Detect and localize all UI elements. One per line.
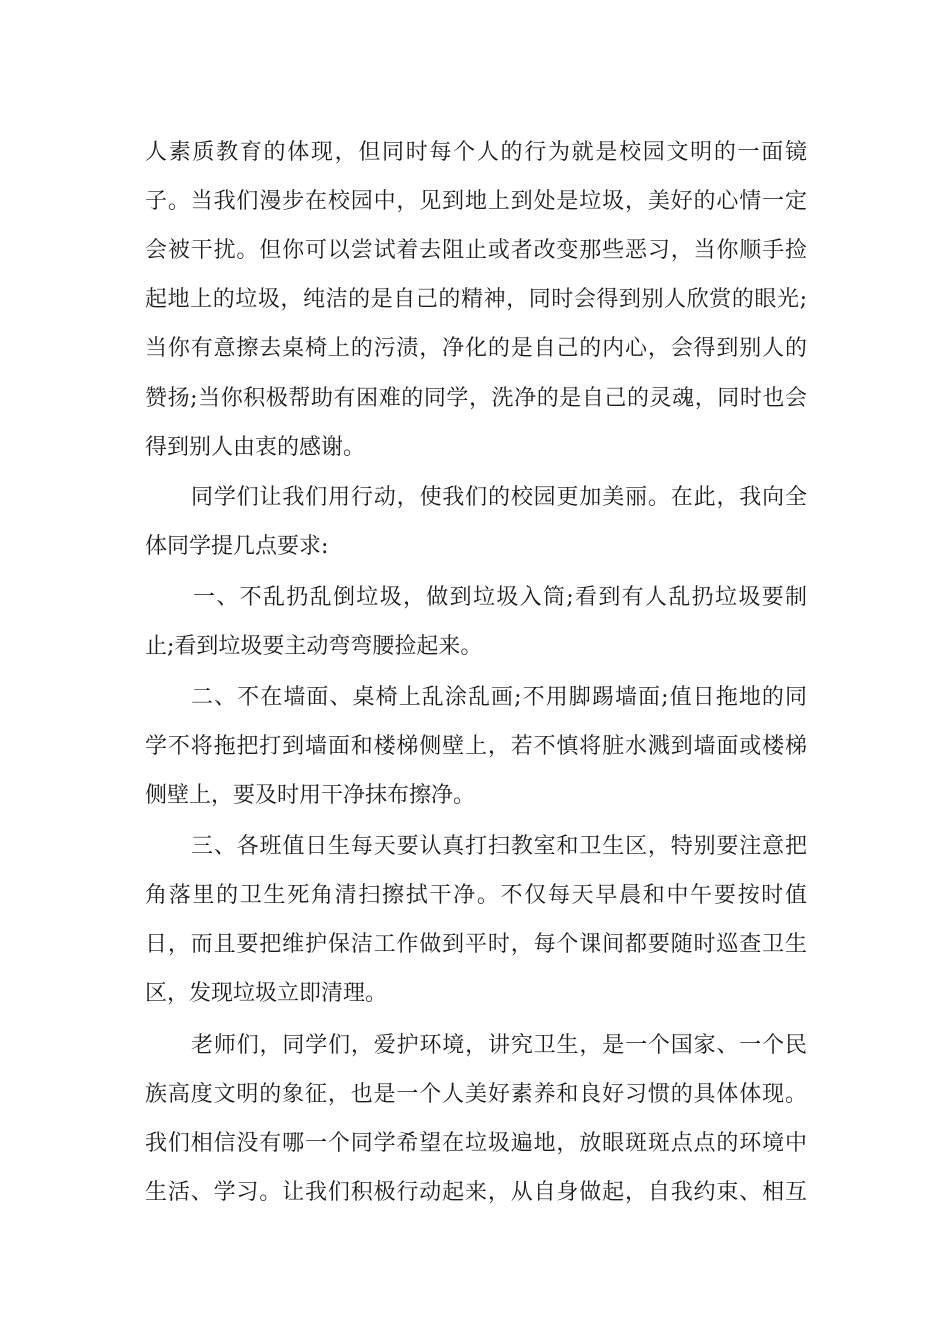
text-line: 赞扬;当你积极帮助有困难的同学，洗净的是自己的灵魂，同时也会 <box>145 386 807 411</box>
paragraph-first-line: 同学们让我们用行动，使我们的校园更加美丽。在此，我向全 <box>191 485 807 510</box>
text-line: 族高度文明的象征，也是一个人美好素养和良好习惯的具体体现。 <box>145 1082 807 1107</box>
text-line: 侧壁上，要及时用干净抹布擦净。 <box>145 783 476 808</box>
paragraph-first-line: 二、不在墙面、桌椅上乱涂乱画;不用脚踢墙面;值日拖地的同 <box>191 685 807 710</box>
text-line: 体同学提几点要求: <box>145 534 329 559</box>
text-line: 区，发现垃圾立即清理。 <box>145 981 388 1006</box>
text-line: 起地上的垃圾，纯洁的是自己的精神，同时会得到别人欣赏的眼光; <box>145 287 807 312</box>
text-line: 人素质教育的体现，但同时每个人的行为就是校园文明的一面镜 <box>145 140 807 165</box>
text-line: 当你有意擦去桌椅上的污渍，净化的是自己的内心，会得到别人的 <box>145 336 807 361</box>
text-line: 学不将拖把打到墙面和楼梯侧壁上，若不慎将脏水溅到墙面或楼梯 <box>145 734 807 759</box>
text-line: 日，而且要把维护保洁工作做到平时，每个课间都要随时巡查卫生 <box>145 932 807 957</box>
text-line: 止;看到垃圾要主动弯弯腰捡起来。 <box>145 634 483 659</box>
text-line: 我们相信没有哪一个同学希望在垃圾遍地，放眼斑斑点点的环境中 <box>145 1131 807 1156</box>
text-line: 生活、学习。让我们积极行动起来，从自身做起，自我约束、相互 <box>145 1180 807 1205</box>
paragraph-first-line: 三、各班值日生每天要认真打扫教室和卫生区，特别要注意把 <box>191 834 807 859</box>
paragraph-first-line: 一、不乱扔乱倒垃圾，做到垃圾入筒;看到有人乱扔垃圾要制 <box>193 585 807 610</box>
text-line: 角落里的卫生死角清扫擦拭干净。不仅每天早晨和中午要按时值 <box>145 883 807 908</box>
paragraph-first-line: 老师们，同学们，爱护环境，讲究卫生，是一个国家、一个民 <box>191 1033 807 1058</box>
text-line: 会被干扰。但你可以尝试着去阻止或者改变那些恶习，当你顺手捡 <box>145 238 807 263</box>
text-line: 子。当我们漫步在校园中，见到地上到处是垃圾，美好的心情一定 <box>145 189 807 214</box>
text-line: 得到别人由衷的感谢。 <box>145 435 366 460</box>
